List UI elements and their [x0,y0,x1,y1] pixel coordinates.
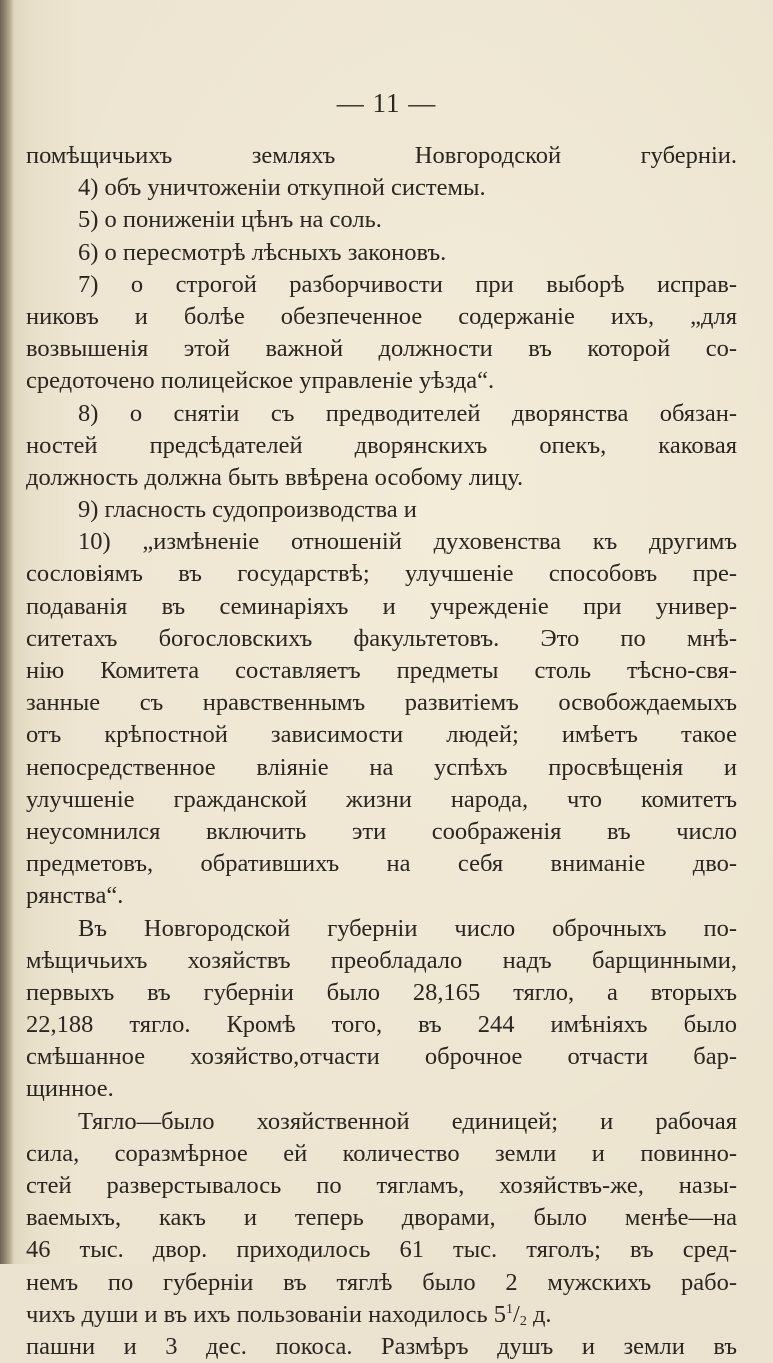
text-line: ностей предсѣдателей дворянскихъ опекъ, каковая [26,431,737,459]
body-text [26,140,737,1363]
fraction-suffix: д. [526,1300,552,1328]
paragraph-start: Въ Новгородской губерніи число оброчныхъ по- [78,914,737,942]
text-line: рянства“. [26,882,124,910]
text-line: непосредственное вліяніе на успѣхъ просвѣщенія и [26,753,737,781]
text-line: сила, соразмѣрное ей количество земли и повинно- [26,1139,737,1167]
list-item-8: 8) о снятіи съ предводителей дворянства обязан- [78,399,737,427]
text-line: помѣщичьихъ земляхъ Новгородской губерніи. [26,142,737,169]
text-line: предметовъ, обратившихъ на себя вниманіе дво- [26,850,737,878]
list-item-7: 7) о строгой разборчивости при выборѣ исправ- [78,270,737,298]
list-item-6: 6) о пересмотрѣ лѣсныхъ законовъ. [78,238,447,266]
text-line: стей разверстывалось по тягламъ, хозяйствъ-же, назы- [26,1172,737,1199]
text-line: никовъ и болѣе обезпеченное содержаніе ихъ, „для [26,302,737,330]
text-line: занные съ нравственнымъ развитіемъ освобождаемыхъ [26,689,737,717]
list-item-9: 9) гласность судопроизводства и [78,496,417,524]
text-line: смѣшанное хозяйство,отчасти оброчное отчасти бар- [26,1043,737,1071]
text-line: средоточено полицейское управленіе уѣзда“. [26,367,495,395]
list-item-5: 5) о пониженіи цѣнъ на соль. [78,206,382,234]
text-line: ваемыхъ, какъ и теперь дворами, было менѣе—на [26,1204,737,1232]
list-item-10: 10) „измѣненіе отношеній духовенства къ другимъ [78,528,737,556]
text-line: мѣщичьихъ хозяйствъ преобладало надъ барщинными, [26,946,737,974]
text-line-with-fraction: чихъ души и въ ихъ пользованіи находилось $5^1/_2$ д. [26,1300,552,1329]
text-line: должность должна быть ввѣрена особому лицу. [26,463,524,491]
text-line: отъ крѣпостной зависимости людей; имѣетъ такое [26,721,737,749]
text-line: 22,188 тягло. Кромѣ того, въ 244 имѣніяхъ было [26,1011,737,1039]
text-line: щинное. [26,1075,114,1103]
text-line-part: чихъ души и въ ихъ пользованіи находилось 5 [26,1300,506,1328]
paragraph-start: Тягло—было хозяйственной единицей; и рабочая [78,1107,737,1135]
text-line: 46 тыс. двор. приходилось 61 тыс. тяголъ; въ сред- [26,1236,737,1264]
text-line: возвышенія этой важной должности въ которой со- [26,335,737,363]
fraction-numerator: 1 [506,1301,513,1317]
text-line: нію Комитета составляетъ предметы столь тѣсно-свя- [26,657,737,684]
text-line: немъ по губерніи въ тяглѣ было 2 мужскихъ рабо- [26,1268,737,1296]
text-line: подаванія въ семинаріяхъ и учрежденіе при универ- [26,592,737,620]
text-line: пашни и 3 дес. покоса. Размѣръ душъ и земли въ [26,1332,737,1360]
page-number: — 11 — [336,88,437,118]
book-spine-shadow [0,0,14,1264]
text-line: улучшеніе гражданской жизни народа, что комитетъ [26,785,737,813]
text-line: сословіямъ въ государствѣ; улучшеніе способовъ пре- [26,560,737,588]
text-line: первыхъ въ губерніи было 28,165 тягло, а вторыхъ [26,978,737,1006]
fraction-denominator: 2 [519,1313,527,1329]
list-item-4: 4) объ уничтоженіи откупной системы. [78,174,486,202]
text-line: неусомнился включить эти соображенія въ число [26,817,737,845]
text-line: ситетахъ богословскихъ факультетовъ. Это по мнѣ- [26,624,737,652]
